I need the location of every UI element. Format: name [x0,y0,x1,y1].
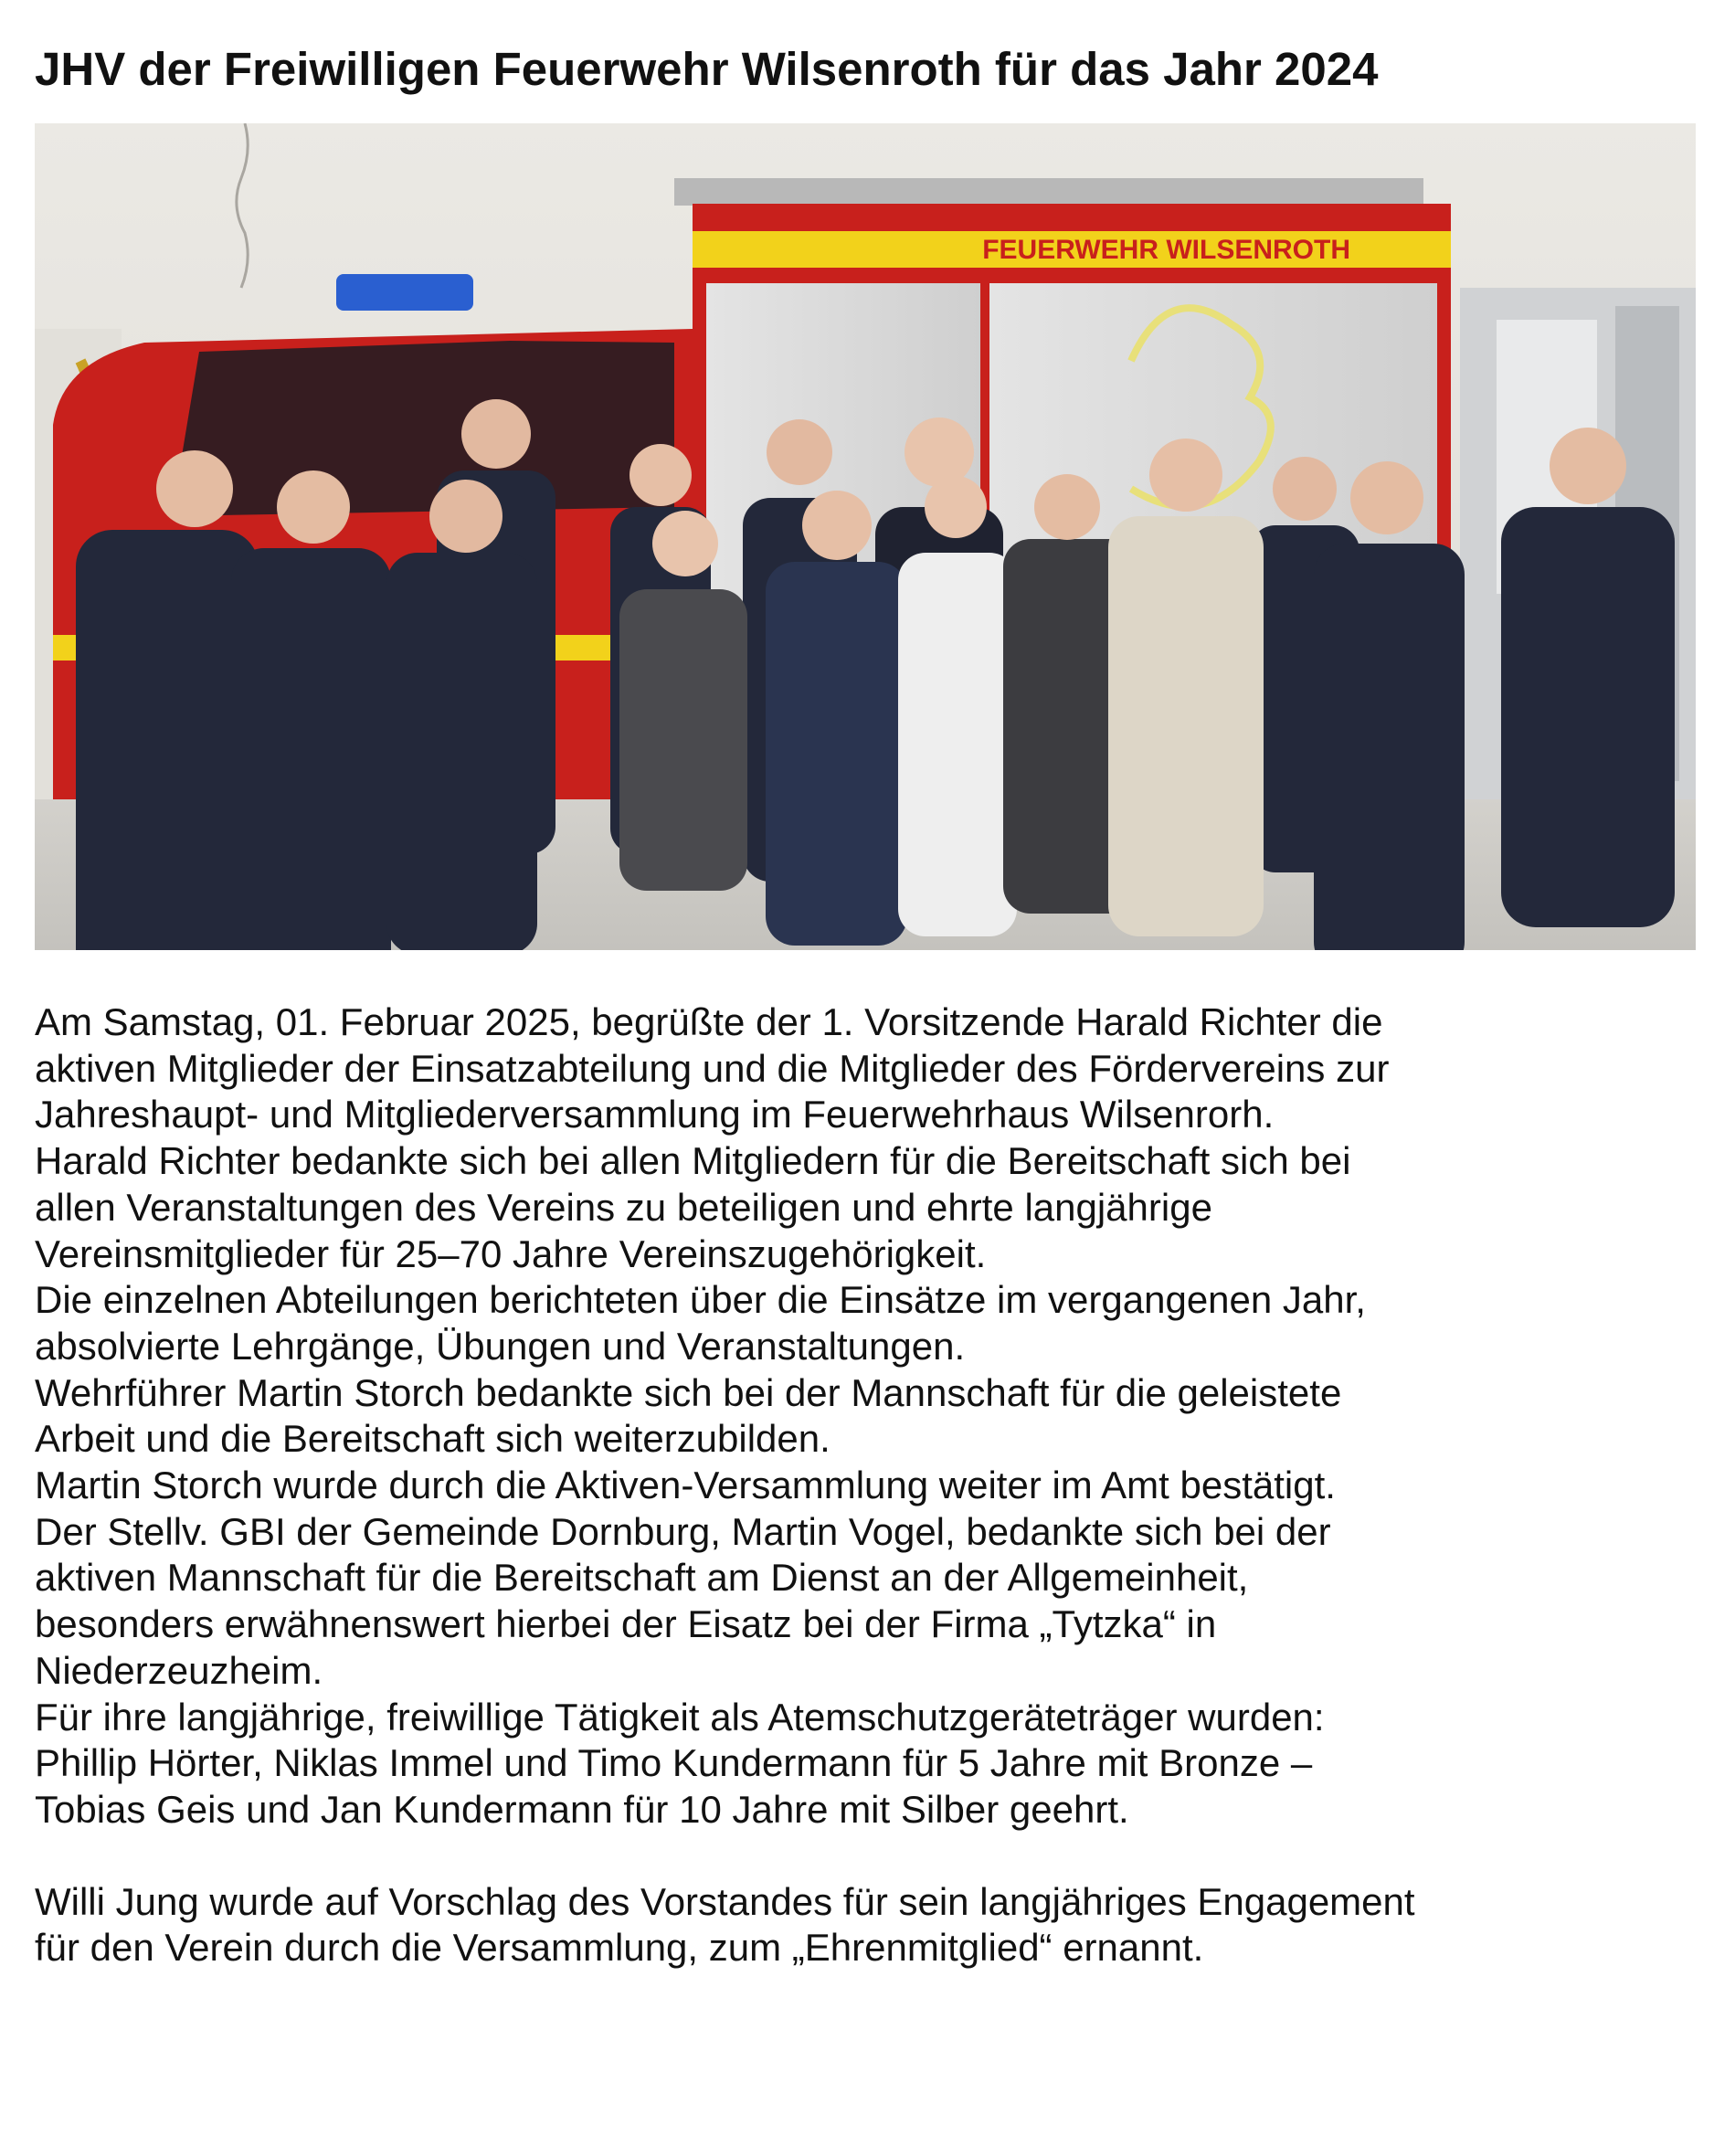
truck-lettering: FEUERWEHR WILSENROTH [982,235,1350,265]
article-line: Phillip Hörter, Niklas Immel und Timo Kundermann für 5 Jahre mit Bronze – [35,1741,1313,1785]
article-body [35,999,1707,1971]
roof-rack [674,178,1423,206]
article-line: Arbeit und die Bereitschaft sich weiterzubilden. [35,1417,830,1461]
article-line: Der Stellv. GBI der Gemeinde Dornburg, Martin Vogel, bedankte sich bei der [35,1509,1331,1553]
truck-window [172,341,674,516]
article-line: absolvierte Lehrgänge, Übungen und Veranstaltungen. [35,1324,966,1368]
group-photo [35,123,1696,950]
article-line: Am Samstag, 01. Februar 2025, begrüßte der 1. Vorsitzende Harald Richter die [35,1000,1383,1043]
article-line: Die einzelnen Abteilungen berichteten über die Einsätze im vergangenen Jahr, [35,1278,1366,1322]
article-line: allen Veranstaltungen des Vereins zu beteiligen und ehrte langjährige [35,1185,1212,1229]
article-line: aktiven Mannschaft für die Bereitschaft am Dienst an der Allgemeinheit, [35,1556,1249,1600]
article-line: Vereinsmitglieder für 25–70 Jahre Vereinszugehörigkeit. [35,1231,987,1275]
article-line: Willi Jung wurde auf Vorschlag des Vorstandes für sein langjähriges Engagement [35,1879,1415,1923]
article-title: JHV der Freiwilligen Feuerwehr Wilsenroth für das Jahr 2024 [35,43,1379,95]
article-line: besonders erwähnenswert hierbei der Eisatz bei der Firma „Tytzka“ in [35,1602,1217,1646]
article-line: Harald Richter bedankte sich bei allen Mitgliedern für die Bereitschaft sich bei [35,1139,1351,1183]
article-line: Niederzeuzheim. [35,1648,323,1692]
siren-blue-light [336,274,473,311]
article-line: aktiven Mitglieder der Einsatzabteilung und die Mitglieder des Fördervereins zur [35,1046,1390,1090]
article-line: Für ihre langjährige, freiwillige Tätigkeit als Atemschutzgeräteträger wurden: [35,1695,1325,1739]
article-line: Jahreshaupt- und Mitgliederversammlung im Feuerwehrhaus Wilsenrorh. [35,1093,1275,1136]
article-line: Wehrführer Martin Storch bedankte sich bei der Mannschaft für die geleistete [35,1370,1342,1414]
article-line: Martin Storch wurde durch die Aktiven-Versammlung weiter im Amt bestätigt. [35,1464,1336,1507]
article-paragraph [35,999,1707,1834]
article-line: Tobias Geis und Jan Kundermann für 10 Jahre mit Silber geehrt. [35,1787,1129,1831]
group-photo-illustration [35,123,1696,950]
article-paragraph [35,1879,1707,1971]
article-line: für den Verein durch die Versammlung, zum „Ehrenmitglied“ ernannt. [35,1926,1204,1970]
